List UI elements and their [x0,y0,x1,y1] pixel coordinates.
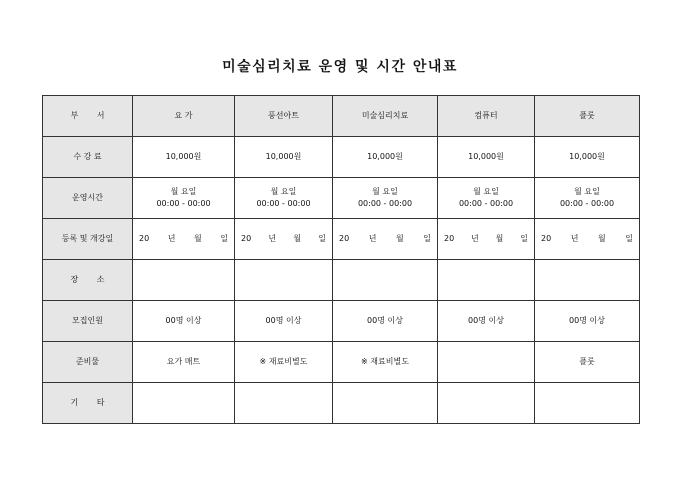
date-year-unit: 년 [471,234,479,243]
date-year: 20 [541,234,552,243]
time-cell [438,178,535,219]
date-day-unit: 일 [520,234,528,243]
row-header-department: 부 서 [43,96,133,137]
other-cell [535,383,640,424]
date-cell [133,219,235,260]
capacity-cell: 00명 이상 [333,301,438,342]
supplies-cell: ※ 재료비별도 [333,342,438,383]
department-row [43,96,640,137]
row-header-fee: 수 강 료 [43,137,133,178]
hours-text: 00:00 - 00:00 [559,199,615,208]
day-text: 월 요일 [574,187,600,196]
date-year-unit: 년 [268,234,277,243]
registration-row [43,219,640,260]
supplies-cell: 플룻 [535,342,640,383]
location-cell [133,260,235,301]
time-cell [535,178,640,219]
location-row [43,260,640,301]
other-cell [235,383,333,424]
date-month-unit: 월 [395,234,404,243]
other-cell [438,383,535,424]
date-year: 20 [241,234,252,243]
capacity-cell: 00명 이상 [438,301,535,342]
date-cell [333,219,438,260]
date-cell [438,219,535,260]
hours-text: 00:00 - 00:00 [156,199,211,208]
hours-text: 00:00 - 00:00 [357,199,413,208]
supplies-cell: ※ 재료비별도 [235,342,333,383]
row-header-other: 기 타 [43,383,133,424]
date-month-unit: 월 [293,234,302,243]
day-text: 월 요일 [372,187,398,196]
fee-cell: 10,000원 [438,137,535,178]
time-cell [235,178,333,219]
time-cell [333,178,438,219]
row-header-capacity: 모집인원 [43,301,133,342]
dept-name-cell: 풍선아트 [235,96,333,137]
day-text: 월 요일 [270,187,297,196]
row-header-supplies: 준비물 [43,342,133,383]
time-cell [133,178,235,219]
date-day-unit: 일 [625,234,633,243]
supplies-cell [438,342,535,383]
date-year: 20 [339,234,350,243]
day-text: 월 요일 [170,187,197,196]
other-cell [133,383,235,424]
day-text: 월 요일 [473,187,499,196]
fee-cell: 10,000원 [333,137,438,178]
location-cell [535,260,640,301]
fee-cell: 10,000원 [535,137,640,178]
schedule-table [42,95,640,424]
supplies-row [43,342,640,383]
date-day-unit: 일 [318,234,326,243]
document-title: 미술심리치료 운영 및 시간 안내표 [222,59,458,75]
fee-cell: 10,000원 [133,137,235,178]
hours-text: 00:00 - 00:00 [458,199,514,208]
other-row [43,383,640,424]
fee-row [43,137,640,178]
location-cell [235,260,333,301]
row-header-location: 장 소 [43,260,133,301]
date-year-unit: 년 [167,234,176,243]
date-month-unit: 월 [597,234,606,243]
date-day-unit: 일 [220,234,228,243]
date-day-unit: 일 [423,234,431,243]
dept-name-cell: 요 가 [133,96,235,137]
fee-cell: 10,000원 [235,137,333,178]
date-cell [235,219,333,260]
row-header-time: 운영시간 [43,178,133,219]
supplies-cell: 요가 매트 [133,342,235,383]
dept-name-cell: 플룻 [535,96,640,137]
other-cell [333,383,438,424]
date-month-unit: 월 [193,234,202,243]
dept-name-cell: 미술심리치료 [333,96,438,137]
capacity-row [43,301,640,342]
date-month-unit: 월 [495,234,504,243]
dept-name-cell: 컴퓨터 [438,96,535,137]
capacity-cell: 00명 이상 [535,301,640,342]
capacity-cell: 00명 이상 [235,301,333,342]
date-year: 20 [139,234,150,243]
location-cell [333,260,438,301]
date-cell [535,219,640,260]
time-row [43,178,640,219]
capacity-cell: 00명 이상 [133,301,235,342]
date-year: 20 [444,234,455,243]
hours-text: 00:00 - 00:00 [256,199,311,208]
row-header-registration: 등록 및 개강일 [43,219,133,260]
date-year-unit: 년 [570,234,579,243]
date-year-unit: 년 [368,234,377,243]
location-cell [438,260,535,301]
